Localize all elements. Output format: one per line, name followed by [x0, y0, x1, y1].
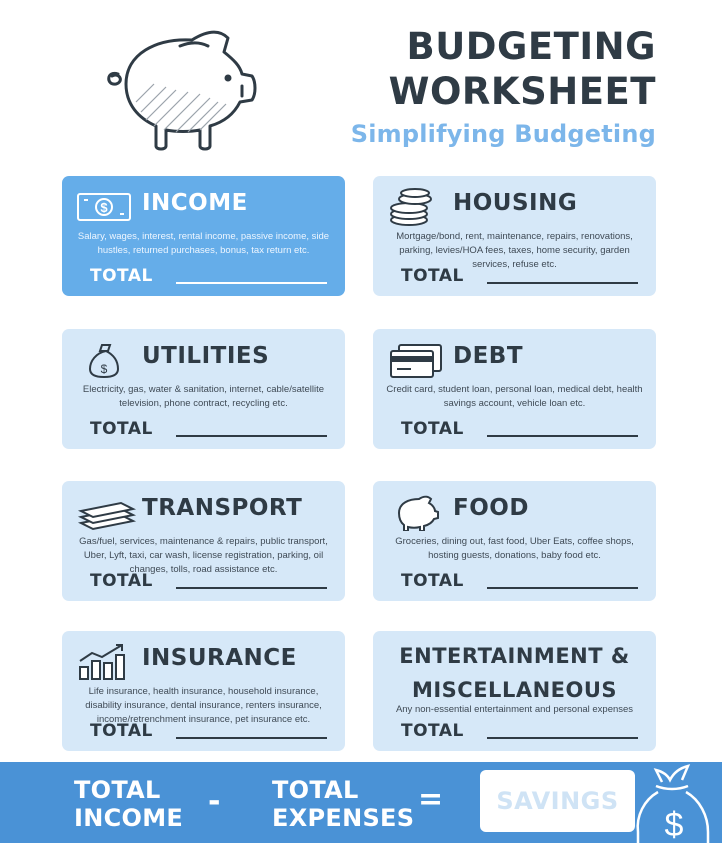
subtitle: Simplifying Budgeting	[350, 120, 656, 148]
worksheet-title	[389, 24, 656, 114]
total-income-term	[74, 776, 183, 832]
insurance-card	[62, 631, 345, 751]
total-entry-line[interactable]	[176, 587, 327, 589]
svg-text:$: $	[100, 200, 108, 215]
card-description: Salary, wages, interest, rental income, passive income, side hustles, returned purchases, bonus, tax return etc.	[77, 231, 330, 256]
card-title-line-2: MISCELLANEOUS	[411, 678, 618, 702]
piggy-bank-illustration	[96, 22, 276, 162]
card-title: DEBT	[453, 343, 524, 369]
total-label: TOTAL	[401, 266, 464, 286]
card-description: Any non-essential entertainment and personal expenses	[395, 704, 634, 715]
card-description: Mortgage/bond, rent, maintenance, repairs, renovations, parking, levies/HOA fees, taxes, home security, garden services, refuse etc.	[396, 231, 633, 270]
card-title: UTILITIES	[142, 343, 270, 369]
housing-card	[373, 176, 656, 296]
minus-sign: -	[208, 784, 221, 819]
card-title: INCOME	[142, 190, 248, 216]
savings-field[interactable]: SAVINGS	[480, 770, 635, 832]
total-entry-line[interactable]	[176, 282, 327, 284]
card-title: FOOD	[453, 495, 529, 521]
card-title: INSURANCE	[142, 645, 297, 671]
total-entry-line[interactable]	[487, 587, 638, 589]
total-label: TOTAL	[401, 571, 464, 591]
cash-stack-icon	[72, 493, 138, 531]
card-title: HOUSING	[453, 190, 578, 216]
debt-card	[373, 329, 656, 449]
total-label: TOTAL	[90, 419, 153, 439]
card-title: TRANSPORT	[142, 495, 303, 521]
total-label: TOTAL	[90, 571, 153, 591]
entertainment-card	[373, 631, 656, 751]
total-expenses-term	[272, 776, 414, 832]
coins-icon	[387, 188, 443, 226]
total-label: TOTAL	[401, 721, 464, 741]
total-entry-line[interactable]	[487, 737, 638, 739]
term2-line2: EXPENSES	[272, 804, 415, 832]
title-line-2: WORKSHEET	[388, 70, 656, 113]
food-card	[373, 481, 656, 601]
total-entry-line[interactable]	[487, 282, 638, 284]
total-label: TOTAL	[401, 419, 464, 439]
card-description: Credit card, student loan, personal loan, medical debt, health savings account, vehicle loan etc.	[386, 384, 643, 409]
growth-chart-icon	[76, 643, 132, 681]
savings-equation-bar	[0, 762, 722, 843]
card-description: Groceries, dining out, fast food, Uber Eats, coffee shops, hosting guests, donations, baby food etc.	[395, 536, 634, 561]
income-card	[62, 176, 345, 296]
svg-text:$: $	[100, 362, 108, 376]
total-entry-line[interactable]	[176, 737, 327, 739]
total-entry-line[interactable]	[487, 435, 638, 437]
utilities-card	[62, 329, 345, 449]
piggy-bank-icon	[387, 493, 443, 531]
title-line-1: BUDGETING	[406, 25, 656, 68]
card-description: Life insurance, health insurance, household insurance, disability insurance, dental insurance, renters insurance, income/retrenchment insurance, pet insurance etc.	[85, 686, 322, 725]
cash-icon	[76, 188, 132, 226]
term2-line1: TOTAL	[272, 776, 359, 804]
svg-text:$: $	[664, 806, 684, 843]
total-label: TOTAL	[90, 266, 153, 286]
transport-card	[62, 481, 345, 601]
card-description: Gas/fuel, services, maintenance & repairs, public transport, Uber, Lyft, taxi, car wash, license registration, parking, oil changes, tolls, road assistance etc.	[79, 536, 328, 575]
money-bag-icon	[628, 762, 722, 843]
equals-sign: =	[418, 782, 444, 817]
credit-card-icon	[387, 341, 443, 379]
total-entry-line[interactable]	[176, 435, 327, 437]
money-bag-icon	[76, 341, 132, 379]
card-description: Electricity, gas, water & sanitation, internet, cable/satellite television, phone contract, recycling etc.	[82, 384, 325, 409]
total-label: TOTAL	[90, 721, 153, 741]
term1-line1: TOTAL	[74, 776, 161, 804]
card-title	[373, 639, 656, 707]
card-title-line-1: ENTERTAINMENT &	[399, 644, 630, 668]
term1-line2: INCOME	[74, 804, 184, 832]
